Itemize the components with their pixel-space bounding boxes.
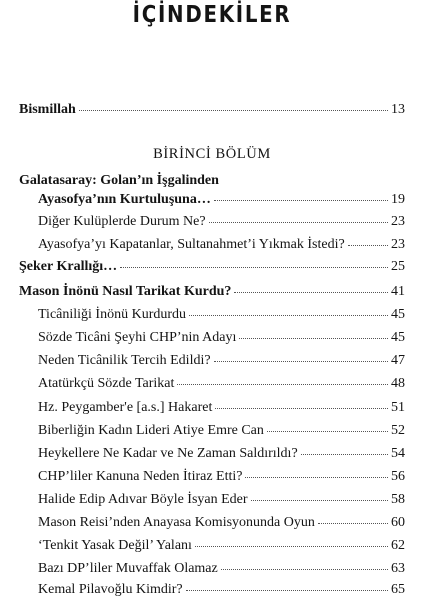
toc-entry-page: 63 xyxy=(391,561,405,576)
toc-entry-bazi-dpliler[interactable] xyxy=(38,560,405,578)
section-heading: BİRİNCİ BÖLÜM xyxy=(153,146,271,162)
leader-dots xyxy=(189,314,388,316)
toc-entry-title: Biberliğin Kadın Lideri Atiye Emre Can xyxy=(38,423,264,438)
leader-dots xyxy=(209,221,388,223)
leader-dots xyxy=(234,291,388,293)
toc-entry-title: Ayasofya’yı Kapatanlar, Sultanahmet’i Yıkmak İstedi? xyxy=(38,237,345,252)
toc-entry-title: CHP’liler Kanuna Neden İtiraz Etti? xyxy=(38,469,243,484)
leader-dots xyxy=(251,499,388,501)
toc-entry-page: 45 xyxy=(391,307,405,322)
toc-entry-title: Hz. Peygamber'e [a.s.] Hakaret xyxy=(38,400,213,415)
toc-entry-page: 65 xyxy=(391,582,405,597)
leader-dots xyxy=(214,360,388,362)
toc-entry-mason-inonu[interactable] xyxy=(19,283,405,301)
toc-entry-page: 13 xyxy=(391,102,405,117)
toc-entry-page: 51 xyxy=(391,400,405,415)
toc-entry-bismillah[interactable] xyxy=(19,101,405,119)
leader-dots xyxy=(301,453,388,455)
leader-dots xyxy=(267,430,388,432)
toc-entry-title: Kemal Pilavoğlu Kimdir? xyxy=(38,582,183,597)
toc-entry-page: 23 xyxy=(391,237,405,252)
leader-dots xyxy=(177,383,388,385)
toc-entry-page: 60 xyxy=(391,515,405,530)
leader-dots xyxy=(348,244,388,246)
toc-entry-page: 41 xyxy=(391,284,405,299)
toc-entry-title: Mason Reisi’nden Anayasa Komisyonunda Oyun xyxy=(38,515,315,530)
toc-entry-tenkit[interactable] xyxy=(38,537,405,555)
toc-entry-page: 19 xyxy=(391,192,405,207)
toc-entry-page: 47 xyxy=(391,353,405,368)
toc-entry-title: Halide Edip Adıvar Böyle İsyan Eder xyxy=(38,492,248,507)
toc-entry-page: 58 xyxy=(391,492,405,507)
toc-entry-heading-galatasaray[interactable]: Galatasaray: Golan’ın İşgalinden xyxy=(19,173,219,188)
toc-entry-biberligin[interactable] xyxy=(38,422,405,440)
toc-entry-page: 48 xyxy=(391,376,405,391)
toc-entry-heykellere[interactable] xyxy=(38,445,405,463)
toc-entry-title: Şeker Krallığı… xyxy=(19,259,118,274)
toc-entry-title: Diğer Kulüplerde Durum Ne? xyxy=(38,214,206,229)
toc-entry-halide-edip[interactable] xyxy=(38,491,405,509)
leader-dots xyxy=(120,266,388,268)
toc-entry-title: Ayasofya’nın Kurtuluşuna… xyxy=(38,192,211,207)
toc-entry-mason-reisi[interactable] xyxy=(38,514,405,532)
toc-entry-title: Mason İnönü Nasıl Tarikat Kurdu? xyxy=(19,284,232,299)
leader-dots xyxy=(195,545,388,547)
toc-entry-ataturkcu[interactable] xyxy=(38,375,405,393)
toc-entry-seker-kralligi[interactable] xyxy=(19,258,405,276)
leader-dots xyxy=(186,589,388,591)
leader-dots xyxy=(239,337,388,339)
toc-entry-ayasofya-kapatanlar[interactable] xyxy=(38,236,405,254)
toc-entry-title: Atatürkçü Sözde Tarikat xyxy=(38,376,175,391)
toc-entry-page: 56 xyxy=(391,469,405,484)
leader-dots xyxy=(318,522,388,524)
toc-entry-page: 23 xyxy=(391,214,405,229)
toc-entry-page: 62 xyxy=(391,538,405,553)
toc-entry-neden-ticanilik[interactable] xyxy=(38,352,405,370)
toc-entry-kemal-pilavoglu[interactable] xyxy=(38,581,405,599)
toc-entry-title: Sözde Ticâni Şeyhi CHP’nin Adayı xyxy=(38,330,237,345)
toc-entry-sozde-ticani[interactable] xyxy=(38,329,405,347)
toc-entry-ticaniligi[interactable] xyxy=(38,306,405,324)
page-title: İÇİNDEKİLER xyxy=(132,2,292,28)
leader-dots xyxy=(245,476,388,478)
toc-entry-chpliler[interactable] xyxy=(38,468,405,486)
toc-entry-page: 45 xyxy=(391,330,405,345)
toc-entry-page: 52 xyxy=(391,423,405,438)
leader-dots xyxy=(221,568,388,570)
toc-entry-title: Bazı DP’liler Muvaffak Olamaz xyxy=(38,561,218,576)
toc-entry-title: Bismillah xyxy=(19,102,76,117)
toc-entry-title: Heykellere Ne Kadar ve Ne Zaman Saldırıldı? xyxy=(38,446,298,461)
leader-dots xyxy=(79,109,388,111)
toc-entry-page: 54 xyxy=(391,446,405,461)
toc-entry-page: 25 xyxy=(391,259,405,274)
toc-entry-diger-kulupler[interactable] xyxy=(38,213,405,231)
toc-entry-title: ‘Tenkit Yasak Değil’ Yalanı xyxy=(38,538,192,553)
toc-entry-hz-peygamber[interactable] xyxy=(38,399,405,417)
leader-dots xyxy=(214,199,388,201)
leader-dots xyxy=(215,407,388,409)
toc-entry-title: Neden Ticânilik Tercih Edildi? xyxy=(38,353,211,368)
toc-entry-ayasofya[interactable] xyxy=(38,191,405,209)
toc-entry-title: Ticâniliği İnönü Kurdurdu xyxy=(38,307,187,322)
